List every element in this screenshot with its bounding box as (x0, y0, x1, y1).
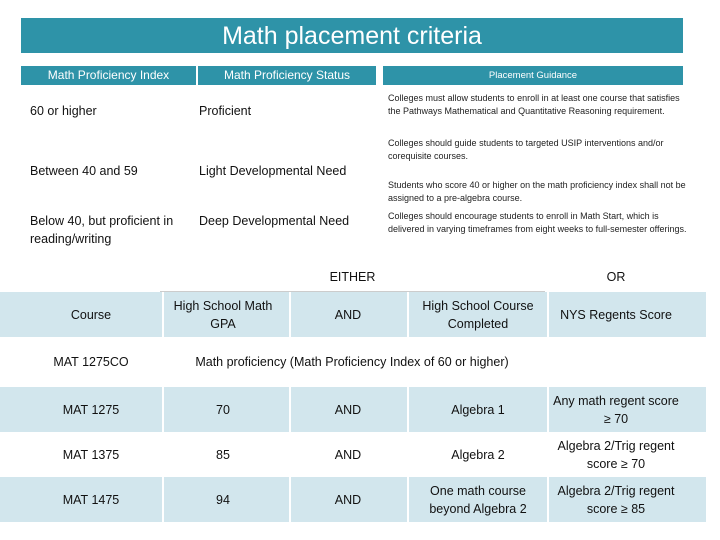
row-guidance-proficient: Colleges must allow students to enroll in at least one course that satisfies the Pathways Mathematical and Quantitative Reasoning requirement. (388, 93, 680, 116)
header-nys-regents: NYS Regents Score (560, 307, 672, 322)
row-index-light: Between 40 and 59 (30, 164, 138, 178)
gpa-mat1275: 70 (216, 402, 230, 417)
hs-course-mat1475: One math course beyond Algebra 2 (429, 483, 527, 516)
gpa-mat1475: 94 (216, 492, 230, 507)
column-divider (289, 387, 291, 522)
column-divider (547, 387, 549, 522)
regents-mat1375: Algebra 2/Trig regent score ≥ 70 (557, 438, 675, 471)
special-row-text: Math proficiency (Math Proficiency Index of 60 or higher) (195, 355, 509, 369)
course-mat1475: MAT 1475 (62, 492, 120, 507)
hs-course-mat1375: Algebra 2 (451, 447, 505, 462)
row-index-proficient: 60 or higher (30, 104, 97, 118)
and-mat1275: AND (334, 402, 362, 417)
header-and: AND (334, 307, 362, 322)
course-mat1275: MAT 1275 (62, 402, 120, 417)
regents-mat1275: Any math regent score ≥ 70 (553, 393, 679, 426)
row-guidance-light-note: Students who score 40 or higher on the math proficiency index shall not be assigned to a pre-algebra course. (388, 180, 686, 203)
regents-mat1475: Algebra 2/Trig regent score ≥ 85 (557, 483, 675, 516)
course-mat1275co: MAT 1275CO (53, 355, 129, 369)
row-status-proficient: Proficient (199, 104, 252, 118)
row-guidance-light: Colleges should guide students to targeted USIP interventions and/or corequisite courses. (388, 138, 664, 161)
either-label: EITHER (160, 262, 545, 292)
header-course: Course (70, 307, 112, 322)
column-divider (162, 292, 164, 522)
hs-course-mat1275: Algebra 1 (451, 402, 505, 417)
and-mat1375: AND (334, 447, 362, 462)
gpa-mat1375: 85 (216, 447, 230, 462)
header-placement-guidance: Placement Guidance (383, 66, 683, 85)
header-math-proficiency-status: Math Proficiency Status (198, 66, 376, 85)
column-divider (407, 387, 409, 522)
row-status-light: Light Developmental Need (199, 164, 347, 178)
row-guidance-deep: Colleges should encourage students to enroll in Math Start, which is delivered in varying timeframes from eight weeks to full-semester offerings. (388, 211, 687, 234)
header-hs-math-gpa: High School Math GPA (173, 298, 273, 331)
and-mat1475: AND (334, 492, 362, 507)
or-label: OR (606, 270, 626, 284)
column-divider (289, 292, 291, 337)
course-mat1375: MAT 1375 (62, 447, 120, 462)
page-title: Math placement criteria (21, 18, 683, 53)
column-divider (407, 292, 409, 337)
row-index-deep: Below 40, but proficient in reading/writing (30, 214, 174, 246)
column-divider (547, 262, 549, 337)
header-hs-course-completed: High School Course Completed (422, 298, 534, 331)
header-math-proficiency-index: Math Proficiency Index (21, 66, 196, 85)
row-status-deep: Deep Developmental Need (199, 214, 350, 228)
